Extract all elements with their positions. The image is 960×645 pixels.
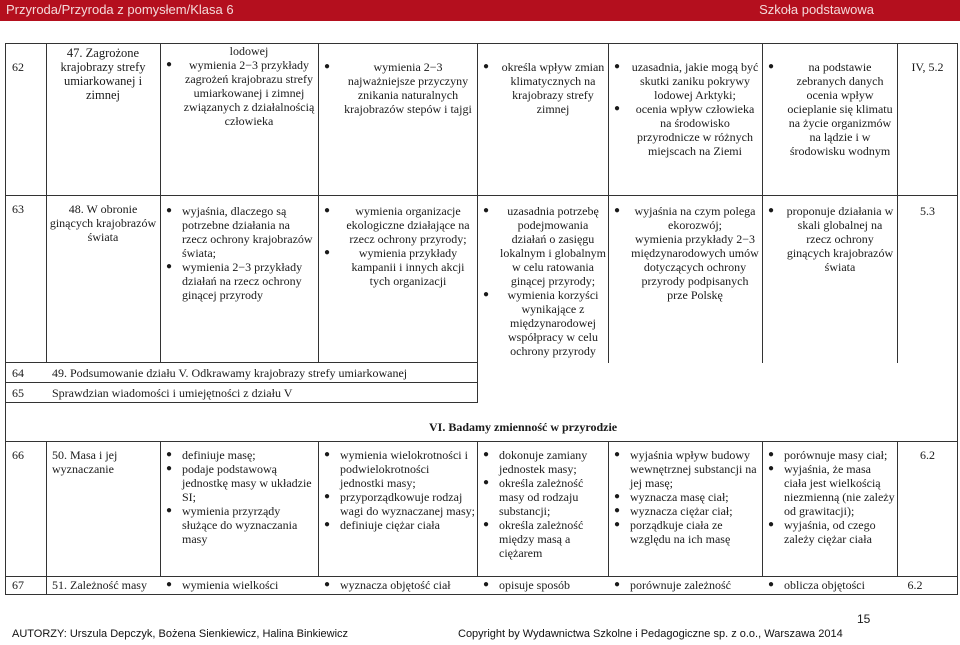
row-64-number: 64 xyxy=(12,366,24,380)
list-item: ● definiuje ciężar ciała xyxy=(322,518,476,532)
list-item: ● opisuje sposób xyxy=(481,578,607,592)
row-67-number: 67 xyxy=(12,578,24,592)
row-62-col4 xyxy=(481,60,607,116)
list-item: ● wymienia 2−3 przykłady działań na rzecz ochrony ginącej przyrody xyxy=(164,260,316,302)
row-66-col4 xyxy=(481,448,607,560)
row-65-text: Sprawdzian wiadomości i umiejętności z działu V xyxy=(52,386,293,400)
header-right: Szkoła podstawowa xyxy=(759,2,874,17)
row-66-number: 66 xyxy=(12,448,24,462)
row-62-col6 xyxy=(766,60,896,158)
list-item: ● określa zależność masy od rodzaju substancji; xyxy=(481,476,607,518)
list-item: ● określa wpływ zmian klimatycznych na krajobrazy strefy zimnej xyxy=(481,60,607,116)
row-66-col2 xyxy=(164,448,316,546)
list-item: ● wymienia 2−3 przykłady zagrożeń krajobrazu strefy umiarkowanej i zimnej związanych z działalnością człowieka xyxy=(164,58,316,128)
list-item: ● proponuje działania w skali globalnej na rzecz ochrony ginących krajobrazów świata xyxy=(766,204,896,274)
row-63-col5 xyxy=(612,204,760,302)
list-item: ● wyznacza ciężar ciał; xyxy=(612,504,760,518)
footer-authors: AUTORZY: Urszula Depczyk, Bożena Sienkiewicz, Halina Binkiewicz xyxy=(12,628,349,640)
page-header xyxy=(0,0,960,21)
row-67-col6 xyxy=(766,578,896,592)
list-item: ● wymienia przyrządy służące do wyznaczania masy xyxy=(164,504,316,546)
list-item: ● wyznacza objętość ciał xyxy=(322,578,476,592)
page-number: 15 xyxy=(857,612,871,626)
row-66-topic: 50. Masa i jej wyznaczanie xyxy=(52,448,118,476)
list-item: ● porównuje zależność xyxy=(612,578,760,592)
row-63-reference: 5.3 xyxy=(920,204,935,218)
row-66-col5 xyxy=(612,448,760,546)
section-title: VI. Badamy zmienność w przyrodzie xyxy=(429,420,618,434)
list-item: ● wymienia wielokrotności i podwielokrotności jednostki masy; xyxy=(322,448,476,490)
list-item: ● ocenia wpływ człowieka na środowisko przyrodnicze w różnych miejscach na Ziemi xyxy=(612,102,760,158)
row-63-col3 xyxy=(322,204,476,288)
list-item: ● oblicza objętości xyxy=(766,578,896,592)
row-62-col2-pre: lodowej xyxy=(229,44,269,58)
row-62-number: 62 xyxy=(12,60,24,74)
list-item: ● dokonuje zamiany jednostek masy; xyxy=(481,448,607,476)
row-63-col4 xyxy=(481,204,607,358)
list-item: ● określa zależność między masą a ciężarem xyxy=(481,518,607,560)
row-65-number: 65 xyxy=(12,386,24,400)
row-63-col2 xyxy=(164,204,316,302)
list-item: ● wymienia wielkości xyxy=(164,578,316,592)
row-67-col2 xyxy=(164,578,316,592)
list-item: ● wyjaśnia, dlaczego są potrzebne działania na rzecz ochrony krajobrazów świata; xyxy=(164,204,316,260)
list-item: ● wymienia organizacje ekologiczne działające na rzecz ochrony przyrody; xyxy=(322,204,476,246)
list-item: ● podaje podstawową jednostkę masy w układzie SI; xyxy=(164,462,316,504)
list-item: ● uzasadnia, jakie mogą być skutki zaniku pokrywy lodowej Arktyki; xyxy=(612,60,760,102)
row-62-col5 xyxy=(612,60,760,158)
list-item: ● na podstawie zebranych danych ocenia wpływ ocieplanie się klimatu na życie organizmów na lądzie i w środowisku wodnym xyxy=(766,60,896,158)
row-63-col5-cont: wymienia przykłady 2−3 międzynarodowych umów dotyczących ochrony przyrody podpisanych prze Polskę xyxy=(631,232,759,302)
row-66-col6 xyxy=(766,448,896,546)
row-67-topic: 51. Zależność masy xyxy=(52,578,147,592)
list-item: ● wymienia 2−3 najważniejsze przyczyny znikania naturalnych krajobrazów stepów i tajgi xyxy=(322,60,476,116)
list-item: ● uzasadnia potrzebę podejmowania działań o zasięgu lokalnym i globalnym w celu ratowania ginącej przyrody; xyxy=(481,204,607,288)
row-63-topic: 48. W obronie ginących krajobrazów świata xyxy=(49,202,157,244)
row-63-number: 63 xyxy=(12,202,24,216)
row-62-col2 xyxy=(164,44,316,128)
row-66-col3 xyxy=(322,448,476,532)
row-62-col3 xyxy=(322,60,476,116)
row-67-reference: 6.2 xyxy=(907,578,923,592)
row-62-topic: 47. Zagrożone krajobrazy strefy umiarkowanej i zimnej xyxy=(60,46,146,102)
list-item: ● wyjaśnia, od czego zależy ciężar ciała xyxy=(766,518,896,546)
list-item: ● wymienia przykłady kampanii i innych akcji tych organizacji xyxy=(322,246,476,288)
row-62-reference: IV, 5.2 xyxy=(911,60,944,74)
row-63-col6 xyxy=(766,204,896,274)
row-66-reference: 6.2 xyxy=(920,448,935,462)
list-item: ● przyporządkowuje rodzaj wagi do wyznaczanej masy; xyxy=(322,490,476,518)
header-left: Przyroda/Przyroda z pomysłem/Klasa 6 xyxy=(6,2,234,17)
list-item: ● wyznacza masę ciał; xyxy=(612,490,760,504)
list-item: ● wymienia korzyści wynikające z międzynarodowej współpracy w celu ochrony przyrody xyxy=(481,288,607,358)
list-item: ● wyjaśnia, że masa ciała jest wielkością niezmienną (nie zależy od grawitacji); xyxy=(766,462,896,518)
list-item: ● porządkuje ciała ze względu na ich masę xyxy=(612,518,760,546)
list-item: ● wyjaśnia na czym polega ekorozwój; xyxy=(612,204,760,232)
footer-copyright: Copyright by Wydawnictwa Szkolne i Pedagogiczne sp. z o.o., Warszawa 2014 xyxy=(458,628,843,640)
list-item: ● wyjaśnia wpływ budowy wewnętrznej substancji na jej masę; xyxy=(612,448,760,490)
row-67-col5 xyxy=(612,578,760,592)
list-item: ● definiuje masę; xyxy=(164,448,316,462)
list-item: ● porównuje masy ciał; xyxy=(766,448,896,462)
row-67-col4 xyxy=(481,578,607,592)
row-67-col3 xyxy=(322,578,476,592)
row-64-text: 49. Podsumowanie działu V. Odkrawamy krajobrazy strefy umiarkowanej xyxy=(52,366,408,380)
